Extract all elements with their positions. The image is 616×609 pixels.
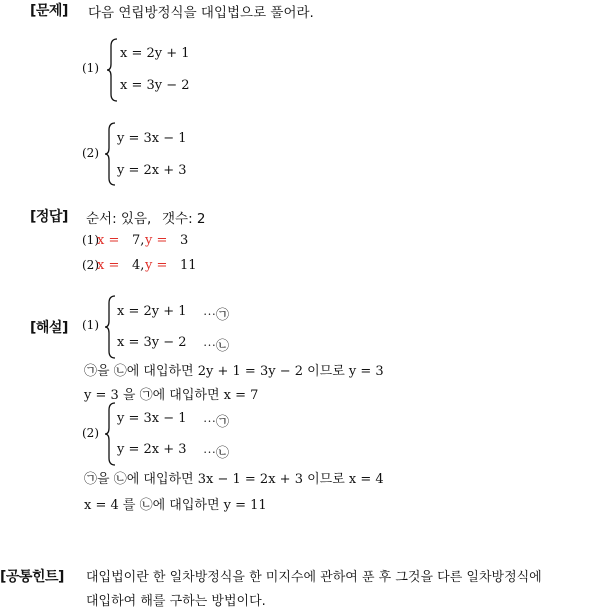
answer-2-val2: 11 [180, 258, 197, 273]
solution-1-mark2: ⋯㉡ [203, 339, 230, 354]
answer-1-val2: 3 [180, 233, 189, 248]
solution-1-eq1: x = 2y + 1 [117, 304, 187, 319]
problem-2-eq2: y = 2x + 3 [117, 163, 187, 178]
problem-2-number: (2) [82, 146, 99, 160]
solution-2-line1: ㉠을 ㉡에 대입하면 3x − 1 = 2x + 3 이므로 x = 4 [84, 472, 384, 487]
solution-1-mark1: ⋯㉠ [203, 308, 230, 323]
solution-2-mark2: ⋯㉡ [203, 446, 230, 461]
problem-1-brace [106, 38, 118, 102]
problem-label: [문제] [30, 3, 68, 19]
solution-1-line1: ㉠을 ㉡에 대입하면 2y + 1 = 3y − 2 이므로 y = 3 [84, 364, 384, 379]
problem-2-eq1: y = 3x − 1 [117, 131, 187, 146]
answer-2-number: (2) [82, 258, 99, 272]
answer-1-var2: y = [145, 233, 168, 248]
solution-2-mark1: ⋯㉠ [203, 415, 230, 430]
answer-2-val1: 4, [132, 258, 145, 273]
problem-1-eq2: x = 3y − 2 [120, 78, 190, 93]
problem-1-number: (1) [82, 61, 99, 75]
problem-1-eq1: x = 2y + 1 [120, 46, 190, 61]
hint-line2: 대입하여 해를 구하는 방법이다. [86, 594, 266, 609]
solution-2-line2: x = 4 를 ㉡에 대입하면 y = 11 [84, 498, 267, 513]
solution-2-eq2: y = 2x + 3 [117, 442, 187, 457]
hint-line1: 대입법이란 한 일차방정식을 한 미지수에 관하여 푼 후 그것을 다른 일차방정식에 [86, 570, 542, 585]
answer-1-val1: 7, [132, 233, 145, 248]
answer-2-var1: x = [97, 258, 120, 273]
answer-count: 갯수: 2 [162, 211, 206, 227]
answer-label: [정답] [30, 209, 68, 225]
solution-1-number: (1) [82, 318, 99, 332]
solution-1-line2: y = 3 을 ㉠에 대입하면 x = 7 [84, 388, 259, 403]
solution-2-brace [104, 402, 116, 466]
problem-text: 다음 연립방정식을 대입법으로 풀어라. [88, 5, 314, 21]
answer-order: 순서: 있음, [86, 211, 152, 227]
answer-1-var1: x = [97, 233, 120, 248]
solution-1-eq2: x = 3y − 2 [117, 335, 187, 350]
solution-2-number: (2) [82, 426, 99, 440]
answer-1-number: (1) [82, 233, 99, 247]
solution-label: [해설] [30, 320, 68, 336]
answer-2-var2: y = [145, 258, 168, 273]
solution-1-brace [104, 295, 116, 359]
hint-label: [공통힌트] [0, 569, 64, 585]
solution-2-eq1: y = 3x − 1 [117, 411, 187, 426]
problem-2-brace [104, 122, 116, 186]
